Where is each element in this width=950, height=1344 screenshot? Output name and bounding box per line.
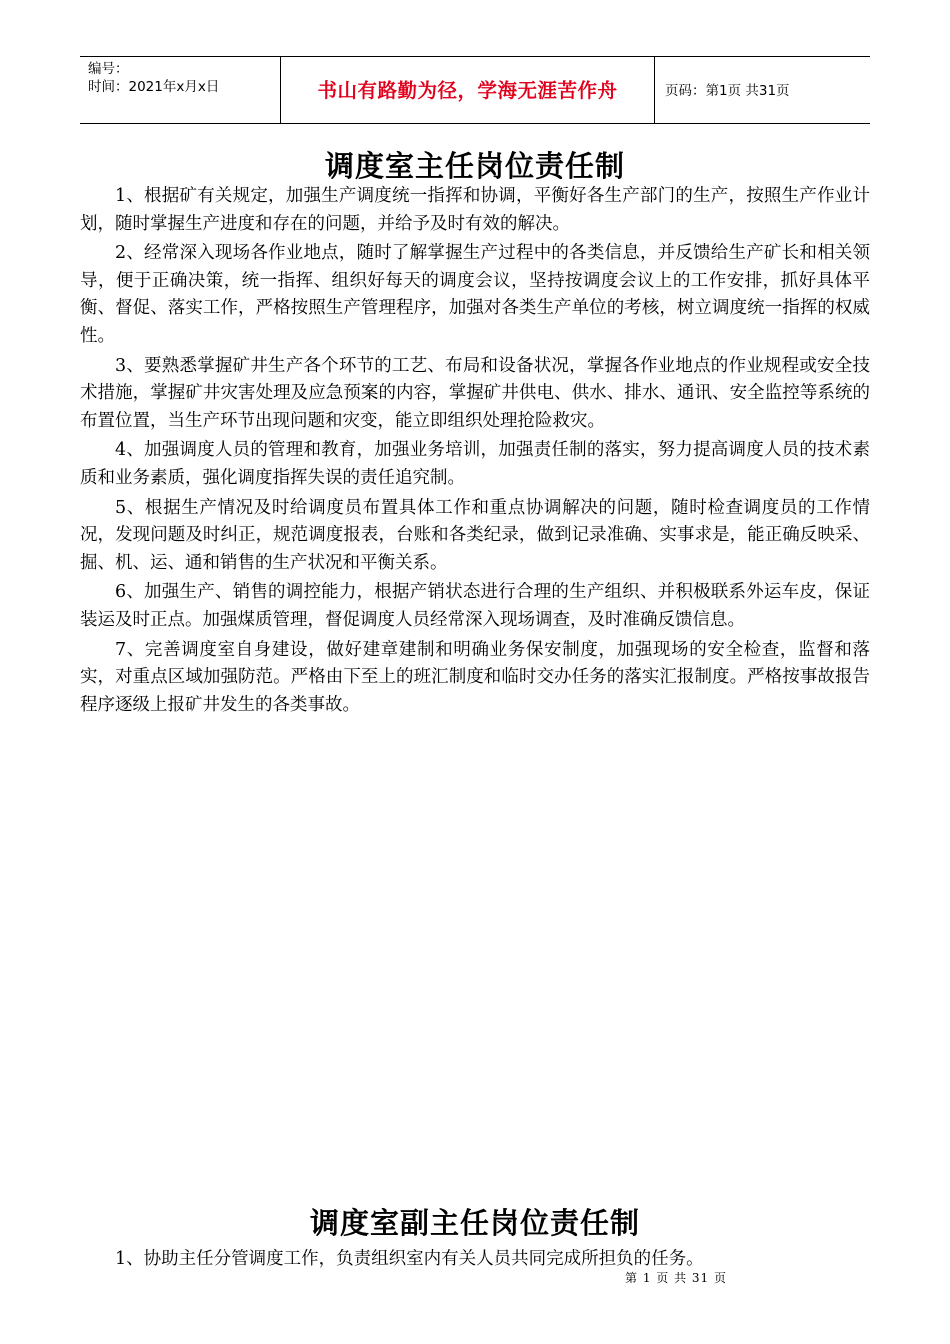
section-title-deputy-director: 调度室副主任岗位责任制 xyxy=(309,1206,640,1240)
paragraph: 3、要熟悉掌握矿井生产各个环节的工艺、布局和设备状况，掌握各作业地点的作业规程或安全技术措施，掌握矿井灾害处理及应急预案的内容，掌握矿井供电、供水、排水、通讯、安全监控等系统的布置位置，当生产环节出现问题和灾变，能立即组织处理抢险救灾。 xyxy=(80,355,870,431)
paragraph: 2、经常深入现场各作业地点，随时了解掌握生产过程中的各类信息，并反馈给生产矿长和相关领导，便于正确决策，统一指挥、组织好每天的调度会议，坚持按调度会议上的工作安排，抓好具体平衡、督促、落实工作，严格按照生产管理程序，加强对各类生产单位的考核，树立调度统一指挥的权威性。 xyxy=(80,243,870,346)
section-body-director xyxy=(80,183,870,721)
section-title-director: 调度室主任岗位责任制 xyxy=(324,149,625,183)
paragraph: 1、根据矿有关规定，加强生产调度统一指挥和协调，平衡好各生产部门的生产，按照生产作业计划，随时掌握生产进度和存在的问题，并给予及时有效的解决。 xyxy=(80,186,870,234)
page-header xyxy=(80,56,870,124)
number-label: 编号： xyxy=(88,61,129,77)
paragraph: 1、协助主任分管调度工作，负责组织室内有关人员共同完成所担负的任务。 xyxy=(115,1249,704,1269)
header-meta xyxy=(80,57,280,123)
page-footer: 第 1 页 共 31 页 xyxy=(625,1271,727,1285)
header-page-info: 页码：第1页 共31页 xyxy=(665,83,790,99)
paragraph: 4、加强调度人员的管理和教育，加强业务培训，加强责任制的落实，努力提高调度人员的技术素质和业务素质，强化调度指挥失误的责任追究制。 xyxy=(80,440,870,488)
header-motto: 书山有路勤为径，学海无涯苦作舟 xyxy=(280,57,655,123)
paragraph: 6、加强生产、销售的调控能力，根据产销状态进行合理的生产组织、并积极联系外运车皮，保证装运及时正点。加强煤质管理，督促调度人员经常深入现场调查，及时准确反馈信息。 xyxy=(80,582,870,630)
paragraph: 7、完善调度室自身建设，做好建章建制和明确业务保安制度，加强现场的安全检查，监督和落实，对重点区域加强防范。严格由下至上的班汇制度和临时交办任务的落实汇报制度。严格按事故报告程序逐级上报矿井发生的各类事故。 xyxy=(80,639,870,715)
paragraph: 5、根据生产情况及时给调度员布置具体工作和重点协调解决的问题，随时检查调度员的工作情况，发现问题及时纠正，规范调度报表，台账和各类纪录，做到记录准确、实事求是，能正确反映采、掘、机、运、通和销售的生产状况和平衡关系。 xyxy=(80,497,870,573)
section-body-deputy-director xyxy=(80,1246,870,1276)
time-label: 时间：2021年x月x日 xyxy=(88,79,220,95)
